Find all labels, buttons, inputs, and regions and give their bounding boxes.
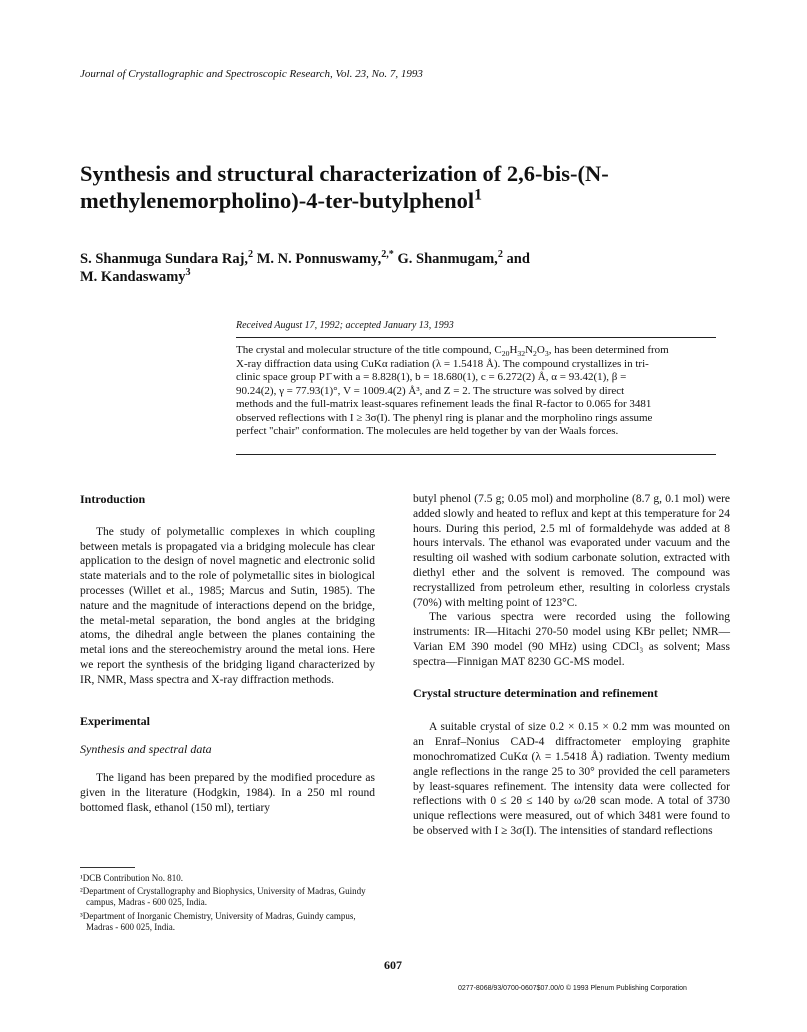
introduction-heading: Introduction <box>80 492 146 506</box>
right-column <box>413 492 730 839</box>
page-number: 607 <box>384 958 402 972</box>
paper-title: Synthesis and structural characterization of 2,6-bis-(N-methylenemorpholino)-4-ter-butylphenol$^1$ <box>80 161 609 213</box>
footnote-2: ²Department of Crystallography and Biophysics, University of Madras, Guindy campus, Madras - 600 025, India. <box>80 886 366 908</box>
footnote-1: ¹DCB Contribution No. 810. <box>80 873 183 883</box>
copyright-line: 0277-8068/93/0700-0607$07.00/0 © 1993 Plenum Publishing Corporation <box>458 985 687 992</box>
synthesis-paragraph: The ligand has been prepared by the modified procedure as given in the literature (Hodgkin, 1984). In a 250 ml round bottomed flask, ethanol (150 ml), tertiary <box>80 772 375 814</box>
abstract-top-rule <box>236 337 716 338</box>
received-dates: Received August 17, 1992; accepted January 13, 1993 <box>236 320 454 331</box>
footnote-rule <box>80 867 135 868</box>
spectra-paragraph: The various spectra were recorded using the following instruments: IR—Hitachi 270-50 model using KBr pellet; NMR—Varian EM 390 model (90 MHz) using CDCl₃ as solvent; Mass spectra—Finnigan MAT 8230 GC-MS model. <box>413 611 730 668</box>
crystal-structure-heading: Crystal structure determination and refinement <box>413 685 658 700</box>
journal-header: Journal of Crystallographic and Spectroscopic Research, Vol. 23, No. 7, 1993 <box>80 68 423 80</box>
footnote-3: ³Department of Inorganic Chemistry, University of Madras, Guindy campus, Madras - 600 025, India. <box>80 910 356 932</box>
left-column <box>80 492 375 816</box>
synthesis-continued-paragraph: butyl phenol (7.5 g; 0.05 mol) and morpholine (8.7 g, 0.1 mol) were added slowly and heated to reflux and kept at this temperature for 24 hours. During this period, 2.5 ml of formaldehyde was added at 8 hours intervals. The ethanol was evaporated under vacuum and the resulting oil washed with sodium carbonate solution, extracted with diethyl ether and the solvent is removed. The compound was recrystallized from petroleum ether, resulting in colorless crystals (70%) with melting point of 123°C. <box>413 493 730 609</box>
experimental-heading: Experimental <box>80 713 150 728</box>
abstract: The crystal and molecular structure of the title compound, $C_{20}H_{32}N_2O_3$, has been determined from X-ray diffraction data using CuKα radiation (λ = 1.5418 Å). The compound crystallizes in tri- clinic space group P1̄ with a = 8.828(1), b = 18.680(1), c = 6.272(2) Å, α = 93.42(1), β = 90.24(2), γ = 77.93(1)°, V = 1009.4(2) Å³, and Z = 2. The structure was solved by direct methods and the full-matrix least-squares refinement leads the final R-factor to 0.065 for 3481 observed reflections with I ≥ 3σ(I). The phenyl ring is planar and the morpholino rings assume perfect ''chair'' conformation. The molecules are held together by van der Waals forces. <box>236 344 669 437</box>
author-list: S. Shanmuga Sundara Raj,$^2$ M. N. Ponnuswamy,$^{2,*}$ G. Shanmugam,$^2$ and M. Kandaswamy$^3$ <box>80 249 530 285</box>
crystal-structure-paragraph: A suitable crystal of size 0.2 × 0.15 × 0.2 mm was mounted on an Enraf–Nonius CAD-4 diffractometer employing graphite monochromatized CuKα (λ = 1.5418 Å) radiation. Twenty medium angle reflections in the range 25 to 30° provided the cell parameters by least-squares refinement. The intensity data were collected for reflections with 0 ≤ 2θ ≤ 140 by ω/2θ scan mode. A total of 3730 unique reflections were measured, out of which 3481 were found to be observed with I ≥ 3σ(I). The intensities of standard reflections <box>413 721 730 837</box>
footnotes <box>80 873 380 935</box>
introduction-paragraph: The study of polymetallic complexes in which coupling between metals is propagated via a bridging molecule has clear application to the design of novel magnetic and electronic solid state materials and to the role of polymetallic sites in biological processes (Willet et al., 1985; Marcus and Sutin, 1985). The nature and the magnitude of interactions depend on the bridge, the metal-metal separation, the bond angles at the bridging atoms, the dihedral angle between the planes containing the metal ions and the stereochemistry around the metal ions. Here we report the synthesis of the bridging ligand characterized by IR, NMR, Mass spectra and X-ray diffraction methods. <box>80 525 375 686</box>
synthesis-subheading: Synthesis and spectral data <box>80 742 212 757</box>
abstract-bottom-rule <box>236 454 716 455</box>
